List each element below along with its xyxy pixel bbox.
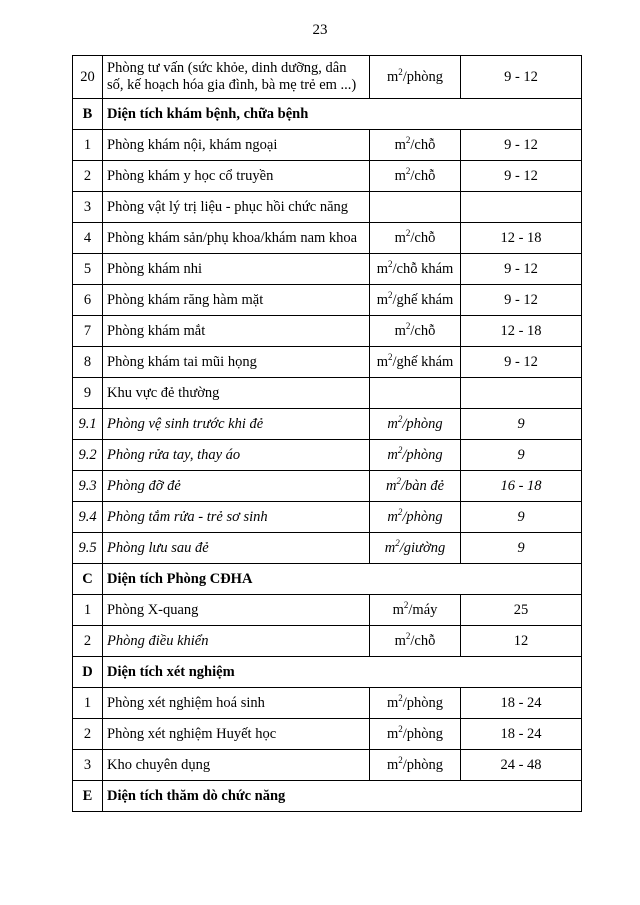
unit-label: /máy: [408, 601, 438, 618]
table-body: [73, 56, 582, 812]
area-unit: $m^2$/máy: [370, 595, 461, 626]
area-value: 25: [461, 595, 582, 626]
table-row: [73, 285, 582, 316]
area-value: 12 - 18: [461, 316, 582, 347]
table-row: [73, 254, 582, 285]
row-number: 20: [73, 56, 103, 99]
table-row: [73, 56, 582, 99]
table-row: [73, 130, 582, 161]
table-row: [73, 223, 582, 254]
row-number: 9.3: [73, 471, 103, 502]
section-row: [73, 99, 582, 130]
row-number: 9.4: [73, 502, 103, 533]
table-row: [73, 750, 582, 781]
unit-label: /phòng: [402, 694, 444, 711]
row-number: 1: [73, 130, 103, 161]
room-name: Phòng khám tai mũi họng: [103, 347, 370, 378]
row-number: 2: [73, 161, 103, 192]
area-unit: $m^2$/giường: [370, 533, 461, 564]
unit-label: /ghế khám: [392, 291, 454, 308]
sub-item-row: [73, 471, 582, 502]
area-value: 9 - 12: [461, 347, 582, 378]
page-number: 23: [312, 22, 328, 38]
row-number: 1: [73, 688, 103, 719]
area-standards-table: [72, 55, 582, 812]
row-number: 2: [73, 626, 103, 657]
unit-label: /ghế khám: [392, 353, 454, 370]
area-value: 18 - 24: [461, 719, 582, 750]
room-name: Phòng xét nghiệm hoá sinh: [103, 688, 370, 719]
area-value: 9 - 12: [461, 56, 582, 99]
unit-label: /chỗ: [410, 632, 436, 649]
area-unit: $m^2$/chỗ: [370, 223, 461, 254]
row-number: 5: [73, 254, 103, 285]
section-row: [73, 657, 582, 688]
room-name: Phòng khám sản/phụ khoa/khám nam khoa: [103, 223, 370, 254]
table-row: [73, 347, 582, 378]
room-name: Phòng X-quang: [103, 595, 370, 626]
unit-label: /phòng: [402, 508, 443, 525]
unit-label: /bàn đẻ: [400, 477, 445, 494]
row-number: 9.2: [73, 440, 103, 471]
unit-label: /phòng: [402, 415, 443, 432]
room-name: Phòng khám y học cổ truyền: [103, 161, 370, 192]
row-number: 3: [73, 192, 103, 223]
area-unit: $m^2$/phòng: [370, 750, 461, 781]
room-name: Phòng vệ sinh trước khi đẻ: [103, 409, 370, 440]
area-value: 18 - 24: [461, 688, 582, 719]
sub-item-row: [73, 502, 582, 533]
room-name: Phòng tắm rửa - trẻ sơ sinh: [103, 502, 370, 533]
area-value: [461, 378, 582, 409]
sub-item-row: [73, 533, 582, 564]
row-number: 1: [73, 595, 103, 626]
area-unit: [370, 378, 461, 409]
row-number: 6: [73, 285, 103, 316]
room-name: Phòng khám nhi: [103, 254, 370, 285]
area-value: 9: [461, 440, 582, 471]
room-name: Phòng vật lý trị liệu - phục hồi chức năng: [103, 192, 370, 223]
area-value: 9: [461, 502, 582, 533]
area-unit: $m^2$/bàn đẻ: [370, 471, 461, 502]
area-unit: $m^2$/phòng: [370, 688, 461, 719]
row-number: 8: [73, 347, 103, 378]
area-unit: $m^2$/phòng: [370, 440, 461, 471]
area-unit: [370, 192, 461, 223]
room-name: Phòng xét nghiệm Huyết học: [103, 719, 370, 750]
table-row: [73, 595, 582, 626]
section-letter: D: [73, 657, 103, 688]
area-unit: $m^2$/phòng: [370, 502, 461, 533]
table-row: [73, 161, 582, 192]
room-name: Kho chuyên dụng: [103, 750, 370, 781]
row-number: 9: [73, 378, 103, 409]
area-value: 9: [461, 533, 582, 564]
area-value: 9 - 12: [461, 161, 582, 192]
section-title: Diện tích thăm dò chức năng: [103, 781, 582, 812]
area-unit: $m^2$/ghế khám: [370, 347, 461, 378]
room-name: Phòng đỡ đẻ: [103, 471, 370, 502]
unit-label: /chỗ: [410, 229, 436, 246]
unit-label: /giường: [399, 539, 446, 556]
area-unit: $m^2$/phòng: [370, 409, 461, 440]
area-unit: $m^2$/chỗ: [370, 316, 461, 347]
area-value: 24 - 48: [461, 750, 582, 781]
room-name: Phòng khám mắt: [103, 316, 370, 347]
section-title: Diện tích Phòng CĐHA: [103, 564, 582, 595]
section-letter: B: [73, 99, 103, 130]
unit-label: /phòng: [402, 446, 443, 463]
area-unit: $m^2$/ghế khám: [370, 285, 461, 316]
section-title: Diện tích xét nghiệm: [103, 657, 582, 688]
area-value: 9 - 12: [461, 254, 582, 285]
area-value: 12: [461, 626, 582, 657]
table-row: [73, 626, 582, 657]
area-value: 16 - 18: [461, 471, 582, 502]
area-value: [461, 192, 582, 223]
unit-label: /phòng: [402, 756, 444, 773]
row-number: 9.1: [73, 409, 103, 440]
section-title: Diện tích khám bệnh, chữa bệnh: [103, 99, 582, 130]
table-row: [73, 192, 582, 223]
room-name: Phòng khám nội, khám ngoại: [103, 130, 370, 161]
section-letter: E: [73, 781, 103, 812]
table-row: [73, 719, 582, 750]
section-row: [73, 781, 582, 812]
row-number: 2: [73, 719, 103, 750]
row-number: 3: [73, 750, 103, 781]
sub-item-row: [73, 409, 582, 440]
unit-label: /chỗ: [410, 322, 436, 339]
unit-label: /phòng: [402, 68, 444, 85]
area-unit: $m^2$/phòng: [370, 719, 461, 750]
area-unit: $m^2$/chỗ khám: [370, 254, 461, 285]
area-unit: $m^2$/phòng: [370, 56, 461, 99]
area-unit: $m^2$/chỗ: [370, 161, 461, 192]
unit-label: /chỗ: [410, 167, 436, 184]
row-number: 7: [73, 316, 103, 347]
room-name: Phòng lưu sau đẻ: [103, 533, 370, 564]
area-value: 9 - 12: [461, 130, 582, 161]
room-name: Phòng rửa tay, thay áo: [103, 440, 370, 471]
unit-label: /chỗ: [410, 136, 436, 153]
row-number: 4: [73, 223, 103, 254]
area-value: 12 - 18: [461, 223, 582, 254]
table-row: [73, 316, 582, 347]
room-name: Phòng khám răng hàm mặt: [103, 285, 370, 316]
table-row: [73, 688, 582, 719]
unit-label: /chỗ khám: [392, 260, 454, 277]
area-value: 9: [461, 409, 582, 440]
row-number: 9.5: [73, 533, 103, 564]
area-unit: $m^2$/chỗ: [370, 130, 461, 161]
section-letter: C: [73, 564, 103, 595]
sub-item-row: [73, 440, 582, 471]
area-unit: $m^2$/chỗ: [370, 626, 461, 657]
section-row: [73, 564, 582, 595]
unit-label: /phòng: [402, 725, 444, 742]
table-row: [73, 378, 582, 409]
room-name: Phòng tư vấn (sức khỏe, dinh dưỡng, dân số, kế hoạch hóa gia đình, bà mẹ trẻ em ...): [103, 56, 370, 99]
room-name: Khu vực đẻ thường: [103, 378, 370, 409]
room-name: Phòng điều khiển: [103, 626, 370, 657]
area-value: 9 - 12: [461, 285, 582, 316]
